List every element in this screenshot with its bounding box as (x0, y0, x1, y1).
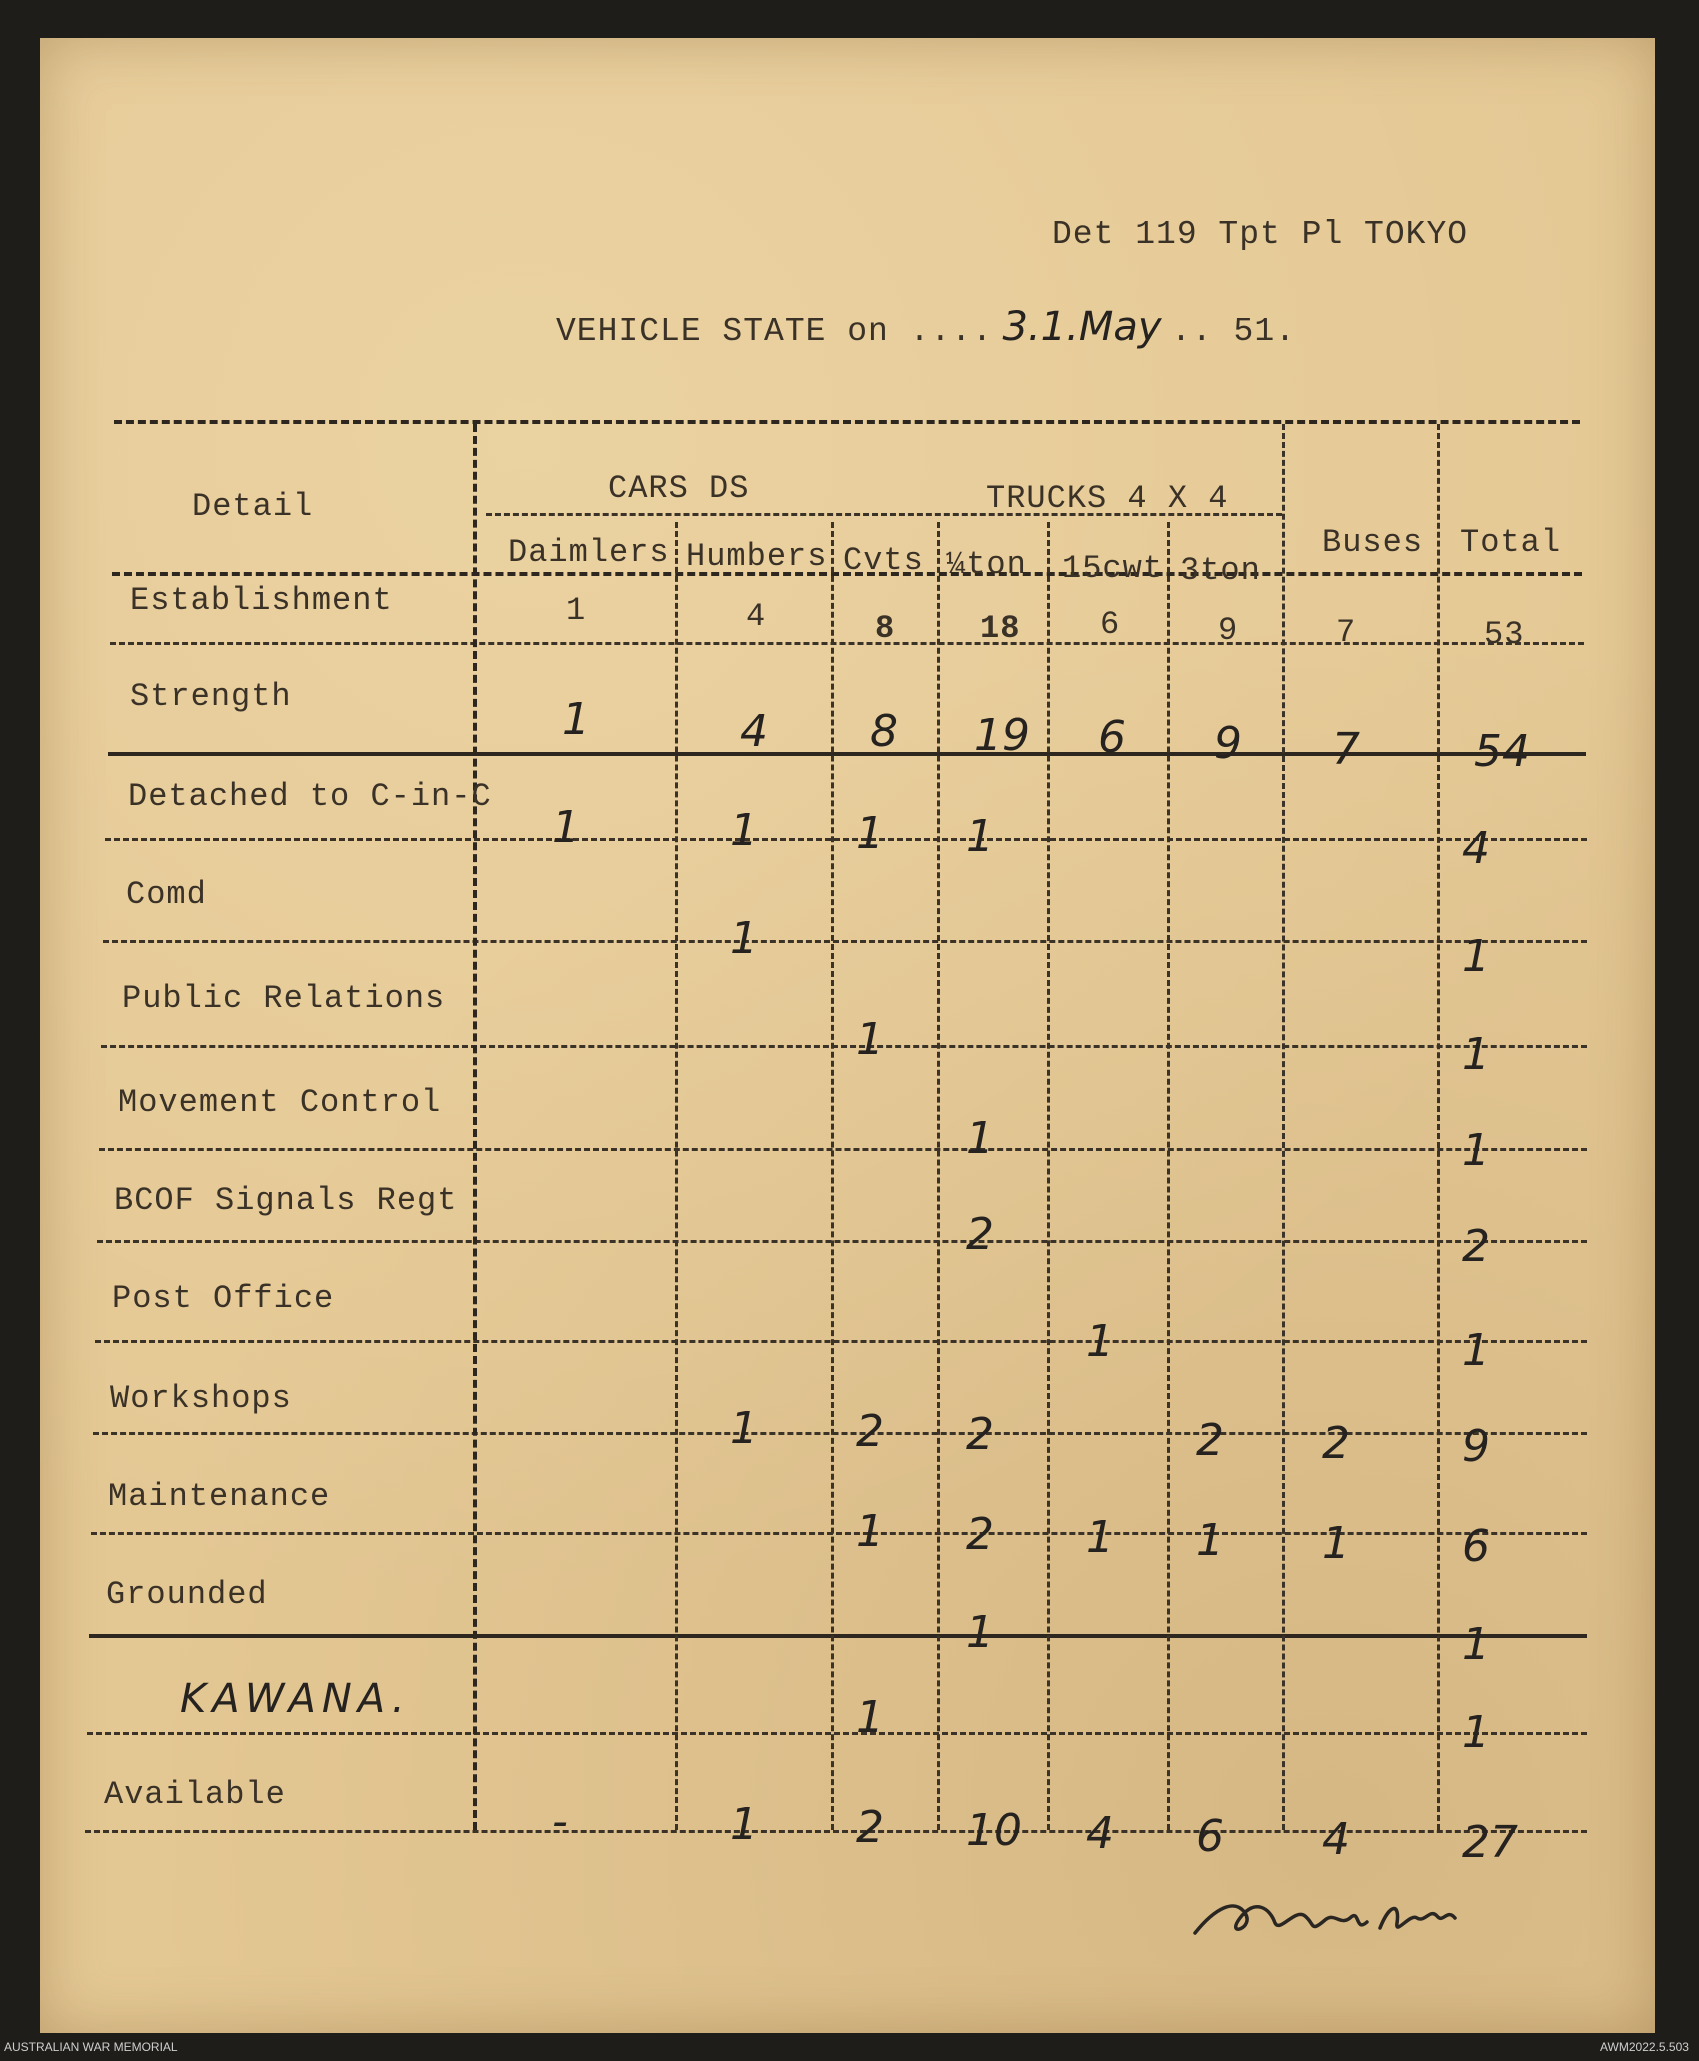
cell-value: 2 (966, 1409, 994, 1460)
cell-value: 1 (966, 811, 994, 862)
row-label: Maintenance (108, 1478, 331, 1515)
column-header-3ton: 3ton (1180, 552, 1261, 589)
detail-column-rule (473, 424, 477, 1830)
cell-value: 1 (856, 1014, 884, 1065)
grounded-bottom-rule (89, 1634, 1587, 1638)
column-rule (1437, 424, 1440, 1830)
strength-quarter-ton: 19 (974, 710, 1030, 761)
cell-value: 1 (552, 802, 580, 853)
cell-value: 27 (1462, 1817, 1518, 1868)
cell-value: 1 (856, 1692, 884, 1743)
cell-value: 6 (1462, 1521, 1490, 1572)
column-header-cvts: Cvts (843, 542, 924, 579)
row-rule (103, 940, 1587, 943)
column-rule (675, 522, 678, 1830)
cell-value: 2 (966, 1209, 994, 1260)
cell-value: 2 (1322, 1418, 1350, 1469)
cell-value: 1 (856, 808, 884, 859)
establishment-total: 53 (1484, 616, 1525, 653)
cell-value: 1 (966, 1113, 994, 1164)
row-label: Public Relations (122, 980, 446, 1017)
cell-value: 9 (1462, 1421, 1490, 1472)
unit-heading: Det 119 Tpt Pl TOKYO (1052, 216, 1469, 253)
cell-value: 1 (1462, 1125, 1490, 1176)
cell-value: 1 (1086, 1316, 1114, 1367)
establishment-3ton: 9 (1218, 612, 1239, 649)
cell-value: 10 (966, 1805, 1022, 1856)
cell-value: 2 (966, 1509, 994, 1560)
row-label: Comd (126, 876, 207, 913)
establishment-cvts: 8 (875, 610, 896, 647)
cell-value: 2 (856, 1802, 884, 1853)
row-rule (101, 1045, 1587, 1048)
establishment-15cwt: 6 (1100, 606, 1121, 643)
strength-15cwt: 6 (1098, 712, 1126, 763)
column-rule (831, 522, 834, 1830)
row-label: KAWANA. (180, 1676, 411, 1722)
cell-value: 1 (1086, 1512, 1114, 1563)
table-bottom-rule (85, 1830, 1587, 1833)
row-label: Post Office (112, 1280, 335, 1317)
row-label: Workshops (110, 1380, 292, 1417)
title-prefix: VEHICLE STATE on .... (556, 313, 993, 350)
cell-value: 6 (1196, 1811, 1224, 1862)
establishment-humbers: 4 (746, 598, 767, 635)
column-header-15cwt: 15cwt (1062, 550, 1164, 587)
row-rule (91, 1532, 1587, 1535)
signature (1185, 1878, 1485, 1948)
column-rule (1282, 424, 1285, 1830)
column-rule (1167, 522, 1170, 1830)
row-label: Available (104, 1776, 286, 1813)
cell-value: 1 (730, 913, 758, 964)
column-header-quarter-ton: ¼ton (946, 546, 1027, 583)
column-header-daimlers: Daimlers (508, 534, 670, 571)
row-rule (87, 1732, 1587, 1735)
cell-value: 1 (966, 1607, 994, 1658)
row-rule (93, 1432, 1587, 1435)
group-cars-header: CARS DS (608, 470, 750, 507)
strength-buses: 7 (1332, 724, 1360, 775)
cell-value: 1 (1322, 1518, 1350, 1569)
column-rule (937, 522, 940, 1830)
row-label-establishment: Establishment (130, 582, 393, 619)
title-date: 3.1.May (1002, 304, 1162, 350)
cell-value: 1 (1462, 1029, 1490, 1080)
row-label-strength: Strength (130, 678, 292, 715)
cell-value: 1 (1462, 931, 1490, 982)
detail-header: Detail (192, 488, 314, 525)
establishment-daimlers: 1 (566, 592, 587, 629)
column-rule (1047, 522, 1050, 1830)
strength-humbers: 4 (740, 706, 768, 757)
column-header-buses: Buses (1322, 524, 1424, 561)
cell-value: 1 (730, 1799, 758, 1850)
strength-total: 54 (1474, 726, 1530, 777)
column-header-humbers: Humbers (686, 538, 828, 575)
row-label: Movement Control (118, 1084, 442, 1121)
cell-value: - (552, 1796, 568, 1847)
archive-credit: AUSTRALIAN WAR MEMORIAL (4, 2040, 178, 2054)
cell-value: 2 (1462, 1221, 1490, 1272)
row-rule (97, 1240, 1587, 1243)
table-top-rule (114, 420, 1580, 424)
establishment-bottom-rule (110, 642, 1584, 645)
strength-daimlers: 1 (562, 694, 590, 745)
cell-value: 1 (856, 1506, 884, 1557)
archive-reference: AWM2022.5.503 (1600, 2040, 1689, 2054)
cell-value: 1 (1462, 1619, 1490, 1670)
cell-value: 4 (1322, 1814, 1350, 1865)
strength-cvts: 8 (870, 706, 898, 757)
establishment-buses: 7 (1336, 614, 1357, 651)
row-rule (95, 1340, 1587, 1343)
cell-value: 4 (1462, 823, 1490, 874)
column-header-total: Total (1460, 524, 1562, 561)
cell-value: 1 (1462, 1325, 1490, 1376)
cell-value: 1 (1196, 1515, 1224, 1566)
cell-value: 2 (1196, 1415, 1224, 1466)
strength-3ton: 9 (1214, 718, 1242, 769)
cell-value: 1 (730, 805, 758, 856)
cell-value: 1 (730, 1403, 758, 1454)
cell-value: 1 (1462, 1707, 1490, 1758)
cell-value: 4 (1086, 1808, 1114, 1859)
group-trucks-header: TRUCKS 4 X 4 (986, 480, 1229, 517)
strength-bottom-rule (108, 752, 1586, 756)
row-label: Detached to C-in-C (128, 778, 492, 815)
row-label: BCOF Signals Regt (114, 1182, 458, 1219)
title-suffix: .. 51. (1171, 313, 1296, 350)
row-label: Grounded (106, 1576, 268, 1613)
cell-value: 2 (856, 1406, 884, 1457)
row-rule (105, 838, 1587, 841)
establishment-quarter-ton: 18 (980, 610, 1021, 647)
row-rule (99, 1148, 1587, 1151)
